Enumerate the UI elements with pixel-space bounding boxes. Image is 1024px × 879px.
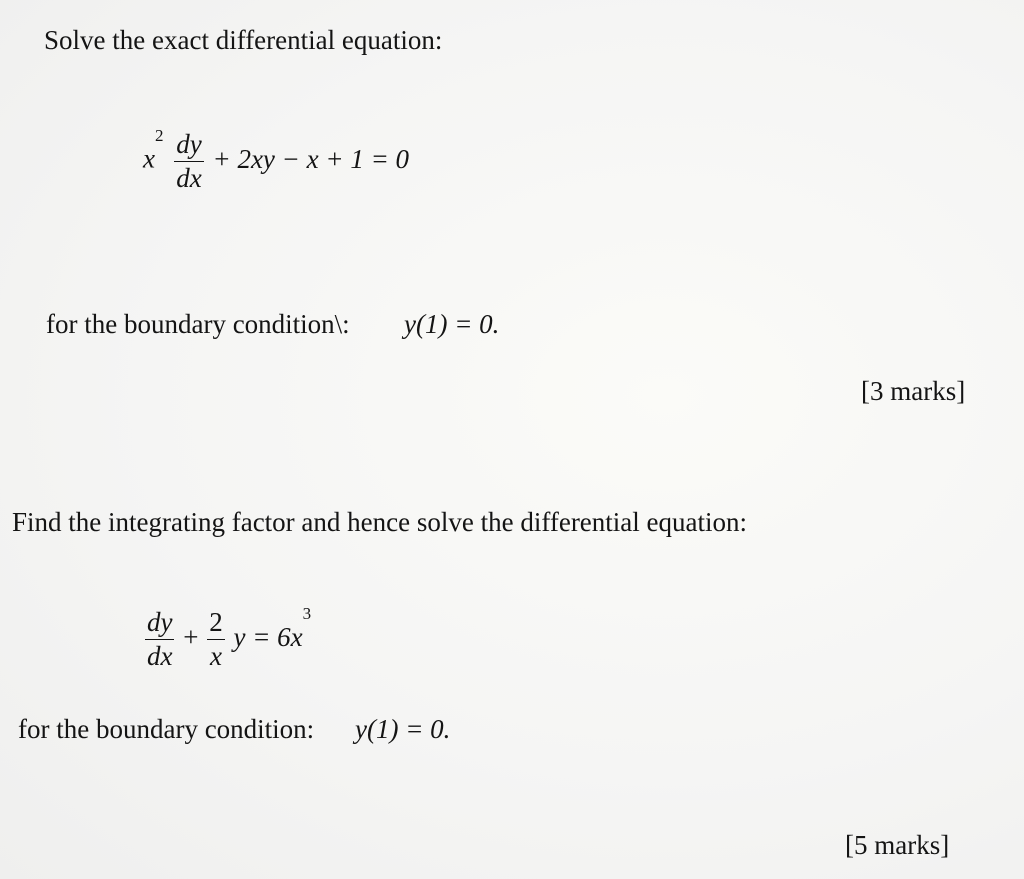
q2-eq-frac2-numerator: 2	[209, 607, 223, 637]
q1-instruction: Solve the exact differential equation:	[44, 25, 443, 55]
q2-marks: [5 marks]	[845, 830, 950, 860]
q1-eq-rest: + 2xy − x + 1 = 0	[212, 143, 410, 174]
q2-eq-fraction-2	[207, 609, 225, 670]
q2-eq-plus: +	[183, 621, 199, 652]
q1-eq-x: x	[143, 143, 155, 174]
q1-eq-fraction	[174, 131, 203, 192]
q2-boundary-text: for the boundary condition:	[18, 714, 315, 744]
q1-eq-fraction-bar	[174, 161, 203, 162]
q2-boundary-math: y(1) = 0.	[355, 714, 451, 744]
q1-marks: [3 marks]	[861, 376, 966, 406]
q2-eq-frac1-numerator: dy	[147, 607, 173, 637]
q2-eq-frac1-denominator: dx	[147, 641, 173, 671]
q2-instruction: Find the integrating factor and hence solve the differential equation:	[12, 507, 747, 537]
q2-equation	[145, 604, 312, 671]
q1-boundary-math: y(1) = 0.	[404, 309, 500, 339]
q2-eq-frac2-denominator: x	[209, 641, 222, 671]
q2-eq-frac2-bar	[207, 639, 225, 640]
q1-boundary-text: for the boundary condition\:	[46, 309, 350, 339]
q1-eq-denominator: dx	[176, 163, 202, 193]
q1-eq-exponent: 2	[154, 126, 164, 145]
q2-eq-fraction-1	[145, 609, 174, 670]
q1-eq-numerator: dy	[176, 129, 202, 159]
q2-eq-exponent: 3	[302, 604, 312, 623]
q2-eq-frac1-bar	[145, 639, 174, 640]
q2-eq-rest: y = 6x	[233, 621, 303, 652]
q1-equation	[143, 126, 410, 193]
